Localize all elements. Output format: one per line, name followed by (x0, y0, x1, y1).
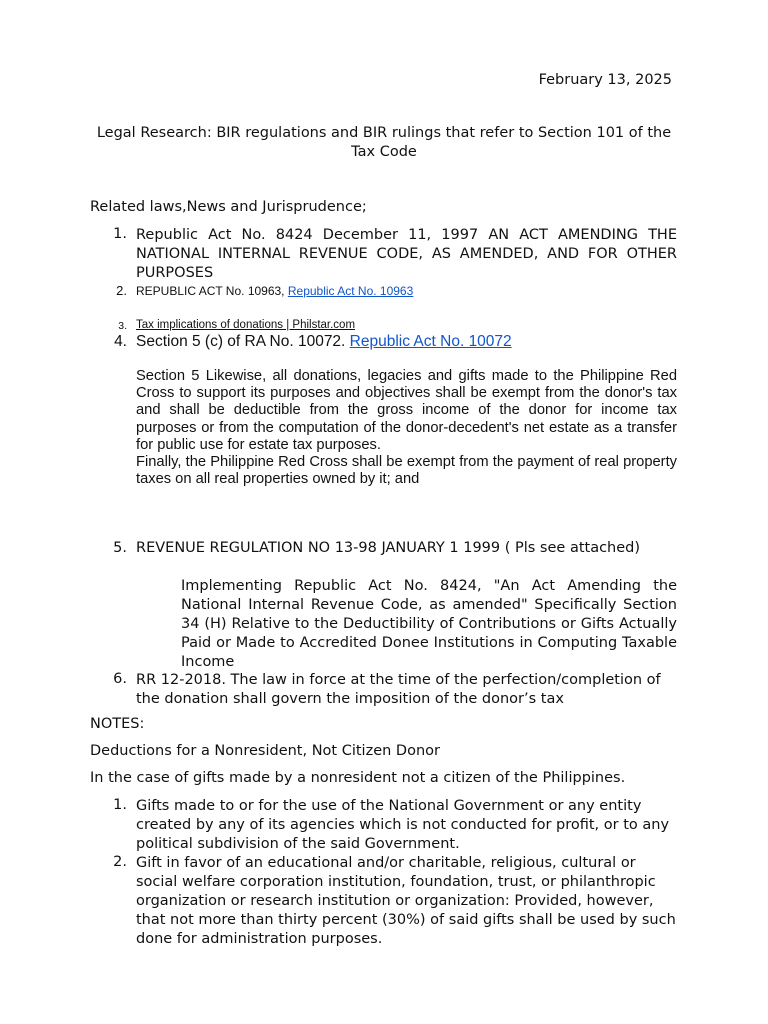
section-5-text (136, 368, 677, 488)
list-number: 4. (114, 333, 127, 350)
section-5-paragraph: Finally, the Philippine Red Cross shall be exempt from the payment of real property taxes on all real properties owned by it; and (136, 454, 677, 488)
notes-list-item: Gift in favor of an educational and/or charitable, religious, cultural or social welfare corporation institution, foundation, trust, or philanthropic organization or research institution or organization: Provided, however, that not more than thirty percent (30%) of said gifts shall be used by such done for administration purposes. (136, 855, 676, 947)
ra-10072-link[interactable]: Republic Act No. 10072 (349, 333, 512, 350)
list-item-rr-12-2018: RR 12-2018. The law in force at the time of the perfection/completion of the donation shall govern the imposition of the donor’s tax (136, 672, 661, 707)
in-case-text: In the case of gifts made by a nonresident not a citizen of the Philippines. (90, 770, 626, 786)
document-date: February 13, 2025 (538, 72, 672, 88)
list-number: 3. (118, 320, 127, 332)
list-item-ra-8424: Republic Act No. 8424 December 11, 1997 AN ACT AMENDING THE NATIONAL INTERNAL REVENUE CODE, AS AMENDED, AND FOR OTHER PURPOSES (136, 227, 677, 281)
list-number: 1. (113, 797, 127, 813)
deductions-heading: Deductions for a Nonresident, Not Citizen Donor (90, 743, 440, 759)
rr-description: Implementing Republic Act No. 8424, "An Act Amending the National Internal Revenue Code, as amended" Specifically Section 34 (H) Relative to the Deductibility of Contributions or Gifts Actually Paid or Made to Accredited Donee Institutions in Computing Taxable Income (181, 578, 677, 670)
philstar-link[interactable]: Tax implications of donations | Philstar.com (136, 319, 356, 331)
related-heading: Related laws,News and Jurisprudence; (90, 199, 367, 215)
notes-list-item: Gifts made to or for the use of the National Government or any entity created by any of its agencies which is not conducted for profit, or to any political subdivision of the said Government. (136, 798, 670, 852)
list-item-ra-10963 (136, 284, 413, 298)
section-5-paragraph: Section 5 Likewise, all donations, legacies and gifts made to the Philippine Red Cross to support its purposes and objectives shall be exempt from the donor's tax and shall be deductible from the gross income of the donor for income tax purposes or from the computation of the donor-decedent's net estate as a transfer for public use for estate tax purposes. (136, 368, 677, 453)
list-number: 2. (116, 283, 127, 298)
document-title: Legal Research: BIR regulations and BIR rulings that refer to Section 101 of the Tax Code (96, 125, 672, 160)
list-number: 5. (113, 540, 127, 556)
list-number: 2. (113, 854, 127, 870)
list-item-ra-10072 (136, 333, 512, 351)
ra-10963-link[interactable]: Republic Act No. 10963 (287, 284, 414, 298)
list-number: 1. (113, 226, 127, 242)
list-item-text: REPUBLIC ACT No. 10963, (136, 284, 288, 298)
list-item-rr-13-98: REVENUE REGULATION NO 13-98 JANUARY 1 1999 ( Pls see attached) (136, 540, 641, 556)
list-number: 6. (113, 671, 127, 687)
notes-heading: NOTES: (90, 716, 145, 732)
list-item-text: Section 5 (c) of RA No. 10072. (136, 333, 350, 350)
